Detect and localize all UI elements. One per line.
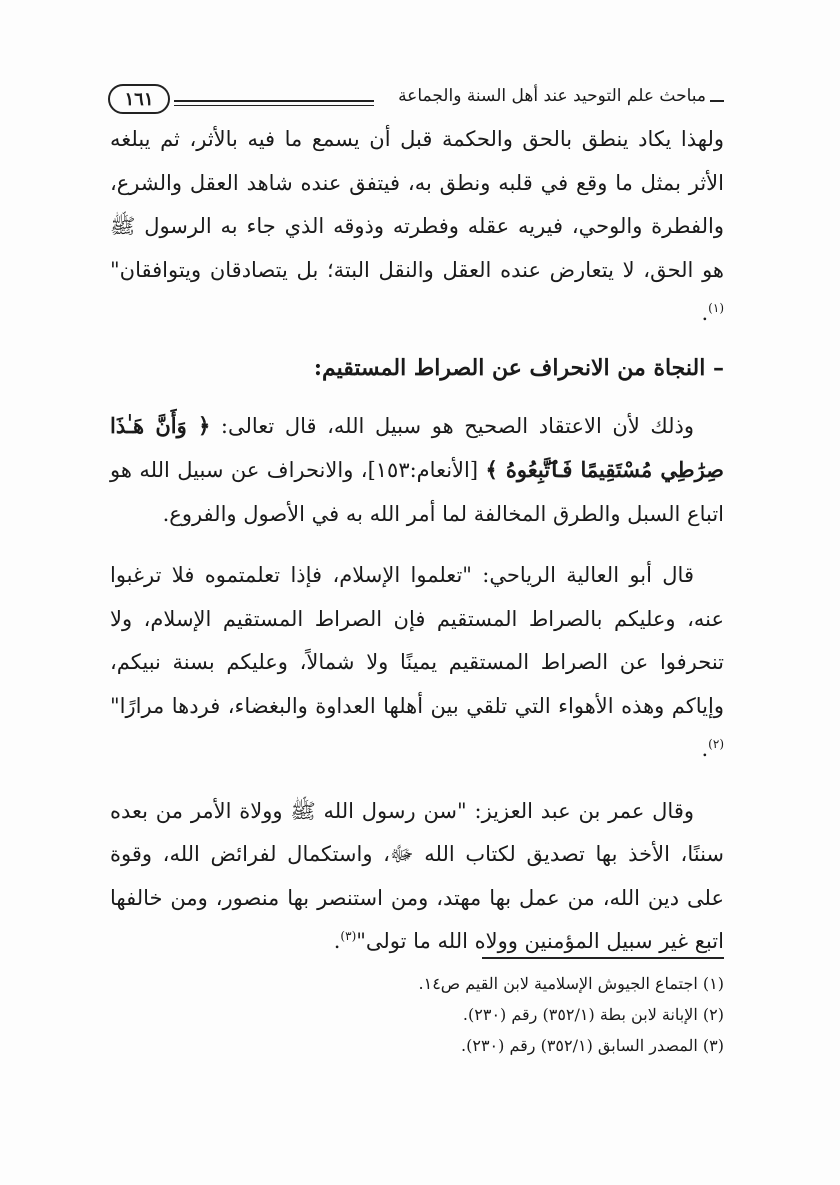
paragraph-1-end: .: [701, 301, 709, 325]
main-text: [110, 118, 724, 964]
footnote-separator: [482, 957, 724, 959]
header-title: مباحث علم التوحيد عند أهل السنة والجماعة: [398, 86, 706, 106]
quran-verse: ﴿ وَأَنَّ هَـٰذَا صِرَٰطِي مُسْتَقِيمًا فَٱتَّبِعُوهُ ﴾: [110, 412, 725, 482]
paragraph-3-end: .: [701, 737, 709, 761]
paragraph-1: [110, 118, 724, 336]
footnotes: [380, 968, 724, 1061]
header-rule: [174, 100, 374, 102]
footnote-ref-3: (٣): [340, 929, 357, 943]
paragraph-2: [110, 404, 724, 537]
paragraph-3-text: قال أبو العالية الرياحي: "تعلموا الإسلام، فإذا تعلمتموه فلا ترغبوا عنه، وعليكم بالصراط المستقيم فإن الصراط المستقيم الإسلام، ولا تنحرفوا عن الصراط المستقيم يمينًا ولا شمالاً، وعليكم بسنة نبيكم، وإياكم وهذه الأهواء التي تلقي بين أهلها العداوة والبغضاء، فردها مرارًا": [110, 563, 724, 718]
header-dash: [710, 100, 724, 102]
paragraph-4-end: .: [333, 929, 341, 953]
paragraph-4-text: وقال عمر بن عبد العزيز: "سن رسول الله ﷺ وولاة الأمر من بعده سننًا، الأخذ بها تصديق لكتاب الله ﷻ، واستكمال لفرائض الله، وقوة على دين الله، من عمل بها مهتد، ومن استنصر بها منصور، ومن خالفها اتبع غير سبيل المؤمنين وولاه الله ما تولى": [110, 798, 724, 953]
page-number: ١٦١: [108, 84, 170, 114]
paragraph-3: [110, 554, 724, 772]
footnote-1: (١) اجتماع الجيوش الإسلامية لابن القيم ص١٤.: [418, 974, 724, 993]
paragraph-4: [110, 790, 724, 964]
paragraph-2-text: وذلك لأن الاعتقاد الصحيح هو سبيل الله، قال تعالى:: [210, 413, 694, 438]
paragraph-1-text: ولهذا يكاد ينطق بالحق والحكمة قبل أن يسمع ما فيه بالأثر، ثم يبلغه الأثر بمثل ما وقع في قلبه ونطق به، فيتفق عنده شاهد العقل والشرع، والفطرة والوحي، فيريه عقله وفطرته وذوقه الذي جاء به الرسول ﷺ هو الحق، لا يتعارض عنده العقل والنقل البتة؛ بل يتصادقان ويتوافقان": [110, 127, 724, 282]
section-heading: – النجاة من الانحراف عن الصراط المستقيم:: [313, 354, 724, 381]
paragraph-2-end: [الأنعام:١٥٣]، والانحراف عن سبيل الله هو اتباع السبل والطرق المخالفة لما أمر الله به في الأصول والفروع.: [110, 458, 724, 526]
footnote-3: (٣) المصدر السابق (٣٥٢/١) رقم (٢٣٠).: [461, 1036, 724, 1055]
footnote-ref-2: (٢): [708, 737, 724, 751]
footnote-ref-1: (١): [708, 301, 724, 315]
footnote-2: (٢) الإبانة لابن بطة (٣٥٢/١) رقم (٢٣٠).: [462, 1005, 724, 1024]
running-header: [108, 82, 724, 122]
